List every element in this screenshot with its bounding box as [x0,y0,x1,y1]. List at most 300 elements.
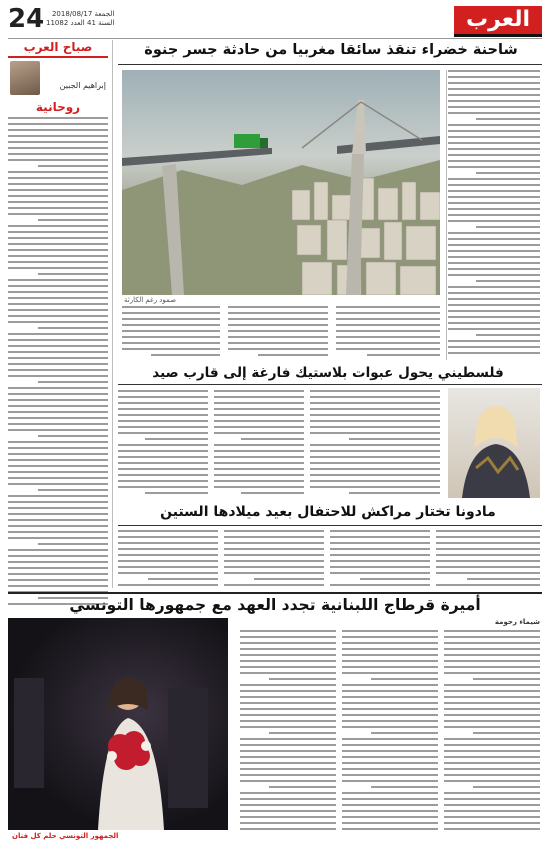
text-line [342,672,438,674]
text-line [448,202,540,204]
text-line [448,262,540,264]
story1-rule [118,64,542,65]
text-line [8,465,108,467]
text-line [118,486,208,488]
text-line [448,106,540,108]
text-line [240,642,336,644]
text-line [228,348,328,350]
text-line [240,756,336,758]
text-line [310,474,440,476]
text-line [310,480,440,482]
story2-headline: فلسطيني يحول عبوات بلاستيك فارغة إلى قارب صيد [152,365,504,381]
story2-col-b [214,390,304,500]
text-line [122,342,220,344]
text-line [448,304,540,306]
text-line [342,828,438,830]
text-line [342,714,438,716]
text-line [473,678,540,680]
text-line [240,780,336,782]
text-line [240,702,336,704]
text-line [8,387,108,389]
text-line [310,426,440,428]
text-line [214,486,304,488]
text-line [310,402,440,404]
text-line [8,351,108,353]
text-line [8,255,108,257]
text-line [444,636,540,638]
text-line [342,768,438,770]
text-line [8,117,108,119]
text-line [310,390,440,392]
text-line [118,456,208,458]
text-line [448,70,540,72]
text-line [8,189,108,191]
text-line [436,536,540,538]
text-line [214,432,304,434]
text-line [118,408,208,410]
text-line [269,786,336,788]
text-line [330,548,430,550]
text-line [448,346,540,348]
text-line [214,462,304,464]
text-line [448,292,540,294]
text-line [444,756,540,758]
text-line [240,714,336,716]
madonna-portrait [448,388,540,498]
masthead-rule [8,38,542,39]
text-line [38,327,108,329]
text-line [8,141,108,143]
story4-top-rule [8,592,542,594]
text-line [8,333,108,335]
text-line [342,750,438,752]
text-line [342,756,438,758]
text-line [240,636,336,638]
text-line [342,810,438,812]
text-line [240,654,336,656]
text-line [342,822,438,824]
text-line [241,438,304,440]
text-line [330,536,430,538]
text-line [448,238,540,240]
text-line [467,578,540,580]
text-line [310,408,440,410]
text-line [342,780,438,782]
text-line [436,566,540,568]
text-line [8,399,108,401]
text-line [448,328,540,330]
text-line [240,720,336,722]
text-line [342,696,438,698]
text-line [224,566,324,568]
text-line [8,303,108,305]
text-line [330,554,430,556]
author-box [8,61,108,97]
text-line [8,237,108,239]
text-line [8,213,108,215]
text-line [448,130,540,132]
text-line [448,214,540,216]
text-line [145,492,208,494]
text-line [448,166,540,168]
text-line [336,336,440,338]
text-line [310,462,440,464]
text-line [448,148,540,150]
text-line [448,244,540,246]
text-line [240,684,336,686]
text-line [436,572,540,574]
text-line [118,554,218,556]
text-line [8,447,108,449]
text-line [228,312,328,314]
text-line [118,560,218,562]
text-line [122,306,220,308]
text-line [8,483,108,485]
text-line [8,459,108,461]
text-line [118,390,208,392]
text-line [8,207,108,209]
text-line [240,774,336,776]
text-line [38,489,108,491]
text-line [8,129,108,131]
text-line [342,720,438,722]
text-line [118,402,208,404]
text-line [122,318,220,320]
text-line [8,123,108,125]
text-line [310,444,440,446]
text-line [228,342,328,344]
text-line [8,513,108,515]
text-line [8,471,108,473]
story4-byline: شيماء رحومة [494,618,540,626]
text-line [224,560,324,562]
text-line [444,708,540,710]
story3-col-c [330,530,430,590]
text-line [448,178,540,180]
text-line [224,530,324,532]
text-line [448,124,540,126]
text-line [8,231,108,233]
text-line [349,438,440,440]
text-line [336,312,440,314]
column-name: صباح العرب [8,40,108,58]
text-line [8,507,108,509]
opinion-column [8,40,108,589]
story4-photo [8,618,228,830]
story2-photo [448,388,540,498]
text-line [240,630,336,632]
text-line [118,450,208,452]
text-line [118,566,218,568]
story4-photo-caption: الجمهور التونسي حلم كل فنان [12,832,119,840]
text-line [240,660,336,662]
story1-headline: شاحنة خضراء تنقذ سائقا مغربيا من حادثة جسر جنوة [144,42,518,58]
story4-col-a [444,630,540,840]
story2-col-a [118,390,208,500]
text-line [444,762,540,764]
story1-col-b [228,306,328,362]
text-line [118,542,218,544]
text-line [240,762,336,764]
text-line [448,196,540,198]
text-line [228,306,328,308]
text-line [8,153,108,155]
text-line [240,822,336,824]
text-line [240,828,336,830]
text-line [8,495,108,497]
text-line [8,363,108,365]
text-line [342,630,438,632]
text-line [8,411,108,413]
text-line [122,348,220,350]
text-line [342,648,438,650]
text-line [240,690,336,692]
text-line [214,480,304,482]
text-line [448,220,540,222]
text-line [444,810,540,812]
text-line [228,318,328,320]
text-line [448,142,540,144]
text-line [310,456,440,458]
text-line [118,426,208,428]
text-line [342,702,438,704]
text-line [269,732,336,734]
text-line [444,798,540,800]
text-line [8,423,108,425]
text-line [214,390,304,392]
text-line [444,828,540,830]
story1-divider [446,70,447,360]
text-line [448,160,540,162]
text-line [330,584,430,586]
text-line [8,135,108,137]
text-line [444,672,540,674]
text-line [8,405,108,407]
text-line [118,420,208,422]
text-line [444,780,540,782]
text-line [8,369,108,371]
text-line [118,414,208,416]
text-line [8,171,108,173]
text-line [444,702,540,704]
text-line [38,219,108,221]
text-line [8,201,108,203]
text-line [342,636,438,638]
text-line [336,330,440,332]
text-line [330,530,430,532]
text-line [444,714,540,716]
text-line [8,567,108,569]
text-line [8,531,108,533]
text-line [444,648,540,650]
text-line [240,666,336,668]
text-line [151,354,220,356]
text-line [448,340,540,342]
text-line [8,279,108,281]
text-line [444,696,540,698]
text-line [371,732,438,734]
text-line [448,208,540,210]
text-line [342,798,438,800]
story1-photo [122,70,440,295]
text-line [240,696,336,698]
text-line [8,375,108,377]
text-line [240,744,336,746]
story1-lead-text [448,70,540,360]
text-line [448,250,540,252]
text-line [444,642,540,644]
text-line [214,414,304,416]
text-line [436,554,540,556]
text-line [448,154,540,156]
text-line [330,542,430,544]
text-line [118,474,208,476]
story1-photo-caption: صمود رغم الكارثة [124,296,177,304]
text-line [342,666,438,668]
text-line [448,88,540,90]
text-line [214,468,304,470]
text-line [342,774,438,776]
text-line [8,309,108,311]
page-number: 24 [8,4,45,34]
text-line [349,492,440,494]
text-line [118,462,208,464]
text-line [330,572,430,574]
text-line [444,816,540,818]
text-line [241,492,304,494]
text-line [444,726,540,728]
text-line [224,584,324,586]
text-line [214,450,304,452]
date-line-2: السنة 41 العدد 11082 [46,19,115,27]
text-line [8,339,108,341]
text-line [214,402,304,404]
text-line [330,566,430,568]
column-body-text [8,117,108,605]
text-line [342,660,438,662]
text-line [118,572,218,574]
text-line [8,453,108,455]
text-line [342,684,438,686]
text-line [38,381,108,383]
text-line [8,357,108,359]
text-line [444,660,540,662]
text-line [118,548,218,550]
story3-col-b [224,530,324,590]
masthead [0,4,550,36]
text-line [214,444,304,446]
story1-col-a [122,306,220,362]
text-line [342,726,438,728]
singer-on-stage-illustration [8,618,228,830]
text-line [214,408,304,410]
text-line [8,249,108,251]
text-line [8,177,108,179]
text-line [240,738,336,740]
text-line [342,738,438,740]
text-line [214,420,304,422]
text-line [38,543,108,545]
text-line [444,750,540,752]
text-line [8,519,108,521]
newspaper-logo: العرب [454,6,542,34]
logo-underline [454,34,542,37]
text-line [444,738,540,740]
text-line [342,816,438,818]
text-line [224,548,324,550]
text-line [240,792,336,794]
text-line [228,336,328,338]
text-line [444,690,540,692]
text-line [436,548,540,550]
text-line [336,342,440,344]
text-line [122,312,220,314]
story1-col-c [336,306,440,362]
text-line [448,190,540,192]
text-line [8,573,108,575]
text-line [214,396,304,398]
text-line [8,267,108,269]
text-line [8,417,108,419]
text-line [448,256,540,258]
text-line [118,396,208,398]
text-line [448,100,540,102]
text-line [448,286,540,288]
text-line [8,147,108,149]
bridge-collapse-illustration [122,70,440,295]
text-line [214,426,304,428]
text-line [8,321,108,323]
text-line [38,273,108,275]
text-line [118,530,218,532]
text-line [310,396,440,398]
date-line [46,10,114,28]
text-line [8,561,108,563]
text-line [8,159,108,161]
text-line [240,816,336,818]
text-line [371,678,438,680]
text-line [444,768,540,770]
text-line [448,298,540,300]
story2-col-c [310,390,440,500]
text-line [448,316,540,318]
text-line [448,184,540,186]
text-line [8,579,108,581]
text-line [148,578,218,580]
text-line [448,76,540,78]
text-line [240,708,336,710]
text-line [444,720,540,722]
text-line [436,560,540,562]
author-avatar [10,61,40,95]
story3-col-d [436,530,540,590]
text-line [228,324,328,326]
text-line [473,786,540,788]
author-name: إبراهيم الجبين [59,81,106,90]
story4-col-b [342,630,438,840]
text-line [214,456,304,458]
text-line [436,584,540,586]
text-line [342,654,438,656]
text-line [476,226,540,228]
text-line [342,690,438,692]
text-line [336,324,440,326]
text-line [118,536,218,538]
text-line [310,414,440,416]
text-line [444,822,540,824]
story3-rule [118,525,542,526]
date-line-1: الجمعة 2018/08/17 [51,10,115,18]
